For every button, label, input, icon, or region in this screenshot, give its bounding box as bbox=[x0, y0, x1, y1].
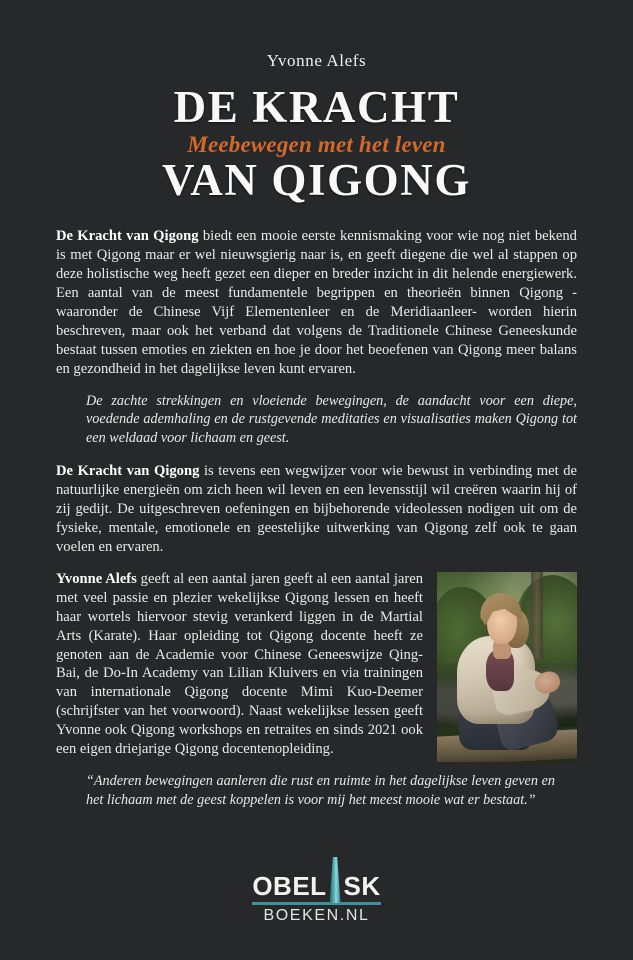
title-line-2: VAN QIGONG bbox=[162, 154, 471, 205]
logo-word-right: SK bbox=[343, 871, 381, 901]
author-portrait-photo bbox=[437, 572, 577, 762]
closing-quote: “Anderen bewegingen aanleren die rust en ruimte in het dagelijkse leven geven en het lichaam met de geest koppelen is voor mij het meest mooie wat er bestaat.” bbox=[86, 773, 555, 809]
author-bio-name: Yvonne Alefs bbox=[56, 570, 137, 587]
blurb-paragraph-2-text: is tevens een wegwijzer voor wie bewust in verbinding met de natuurlijke energieën om zich heen wil leven en een levensstijl wil creëren waarin hij of zij gedijt. De uitgeschreven oefeningen en bijbehorende videolessen nodigen uit om de fysieke, mentale, emotionele en geestelijke uitwerking van Qigong zelf ook te gaan voelen en ervaren. bbox=[56, 462, 577, 555]
title-subtitle: Meebewegen met het leven bbox=[187, 131, 446, 157]
logo-tagline: BOEKEN.NL bbox=[263, 907, 370, 924]
author-name: Yvonne Alefs bbox=[266, 51, 367, 70]
cover-header bbox=[0, 0, 633, 203]
logo-word-left: OBEL bbox=[252, 871, 327, 901]
author-bio-text: geeft al een aantal jaren geeft al een aantal jaren met veel passie en plezier wekelijkse Qigong lessen en heeft haar wortels hiervoor stevig verankerd liggen in de Martial Arts (Karate). Haar opleiding tot Qigong docente heeft ze genoten aan de Academie voor Chinese Geneeswijze Qing-Bai, de Do-In Academy van Lilian Kluivers en via trainingen van internationale Qigong docente Mimi Kuo-Deemer (schrijfster van het voorwoord). Naast wekelijkse lessen geeft Yvonne ook Qigong workshops en retraites en sinds 2021 ook een eigen driejarige Qigong docentenopleiding. bbox=[56, 570, 423, 758]
blurb-paragraph-2 bbox=[56, 462, 577, 557]
blurb-paragraph-2-bold: De Kracht van Qigong bbox=[56, 462, 200, 479]
logo-mark bbox=[252, 857, 380, 924]
author-bio-section bbox=[0, 570, 633, 811]
photo-vignette bbox=[437, 572, 577, 762]
logo-divider bbox=[252, 902, 380, 905]
publisher-logo[interactable] bbox=[0, 857, 633, 924]
blurb-paragraph-1-bold: De Kracht van Qigong bbox=[56, 227, 199, 244]
title-line-1: DE KRACHT bbox=[173, 81, 460, 132]
pull-quote: De zachte strekkingen en vloeiende bewegingen, de aandacht voor een diepe, voedende ademhaling en de rustgevende meditaties en visualisaties maken Qigong tot een weldaad voor lichaam en geest. bbox=[86, 392, 577, 447]
blurb-section bbox=[0, 227, 633, 557]
blurb-paragraph-1-text: biedt een mooie eerste kennismaking voor wie nog niet bekend is met Qigong maar er wel nieuwsgierig naar is, en geeft diegene die wel al stappen op deze holistische weg heeft gezet een dieper en breder inzicht in dit helende energiewerk. Een aantal van de meest fundamentele begrippen en theorieën binnen Qigong -waaronder de Chinese Vijf Elementenleer en de Meridiaanleer- worden hierin beschreven, maar ook het verband dat volgens de Traditionele Chinese Geneeskunde bestaat tussen emoties en ziekten en hoe je door het beoefenen van Qigong meer balans en gezondheid in het dagelijkse leven kunt ervaren. bbox=[56, 227, 577, 377]
obelisk-icon bbox=[330, 857, 341, 903]
logo-wordmark bbox=[252, 857, 380, 899]
obelisk-shaft bbox=[330, 857, 341, 903]
blurb-paragraph-1 bbox=[56, 227, 577, 379]
